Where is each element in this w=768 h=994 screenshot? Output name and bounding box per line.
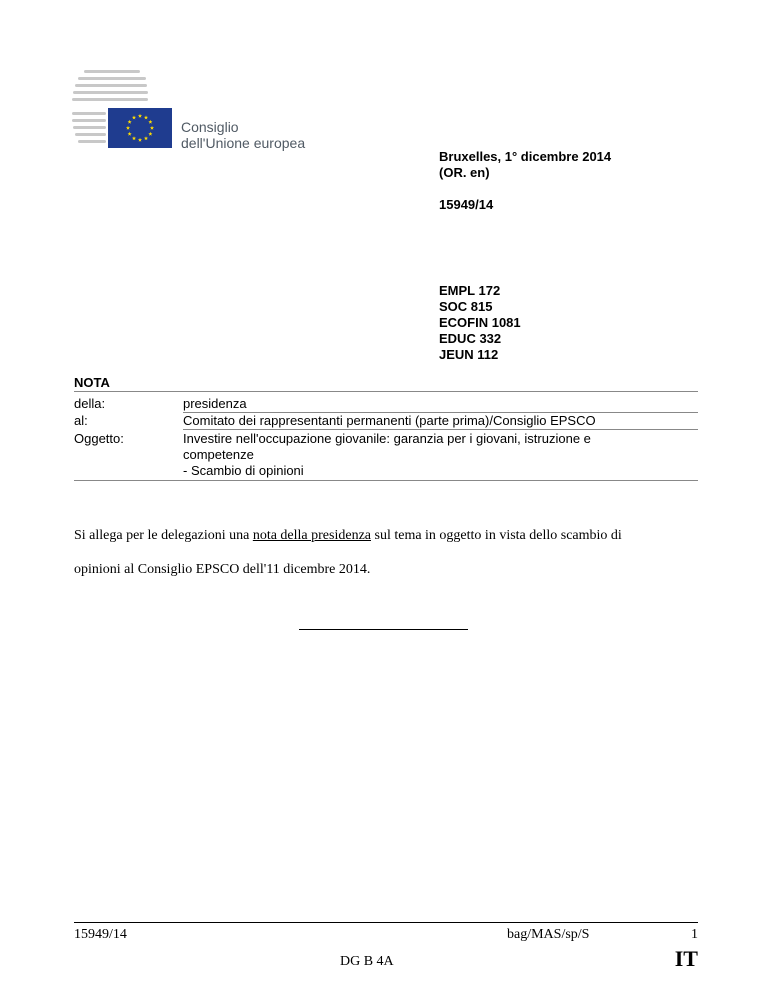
logo-stripe — [84, 70, 140, 73]
divider — [74, 391, 698, 392]
footer-divider — [74, 922, 698, 923]
interinstitutional-codes — [439, 283, 521, 363]
star-icon — [126, 126, 130, 130]
footer-reference: bag/MAS/sp/S — [507, 927, 590, 942]
to-value: Comitato dei rappresentanti permanenti (parte prima)/Consiglio EPSCO — [183, 413, 596, 428]
body-text-end: sul tema in oggetto in vista dello scambio di — [371, 528, 622, 543]
subject-line3: - Scambio di opinioni — [183, 463, 304, 478]
code-item: JEUN 112 — [439, 347, 499, 362]
divider — [74, 480, 698, 481]
from-label: della: — [74, 396, 106, 411]
body-text-line2: opinioni al Consiglio EPSCO dell'11 dicembre 2014. — [74, 562, 371, 577]
star-icon — [132, 115, 136, 119]
code-item: EMPL 172 — [439, 283, 501, 298]
council-name-line1: Consiglio — [181, 119, 239, 135]
subject-line1: Investire nell'occupazione giovanile: garanzia per i giovani, istruzione e — [183, 431, 591, 446]
logo-stripe — [72, 119, 106, 122]
body-text-start: Si allega per le delegazioni una — [74, 528, 253, 543]
logo-stripe — [72, 98, 148, 101]
star-icon — [128, 132, 132, 136]
logo-stripe — [72, 112, 106, 115]
star-icon — [148, 120, 152, 124]
footer-document-number: 15949/14 — [74, 927, 127, 942]
footer-language: IT — [674, 946, 698, 971]
code-item: SOC 815 — [439, 299, 493, 314]
star-icon — [144, 136, 148, 140]
footer-directorate: DG B 4A — [340, 954, 394, 969]
star-icon — [144, 115, 148, 119]
logo-stripe — [75, 84, 147, 87]
logo-stripe — [75, 133, 106, 136]
to-label: al: — [74, 413, 88, 428]
logo-stripe — [78, 77, 146, 80]
star-icon — [138, 138, 142, 142]
note-title: NOTA — [74, 375, 110, 390]
subject-line2: competenze — [183, 447, 254, 462]
page-number: 1 — [691, 927, 698, 942]
original-language: (OR. en) — [439, 165, 490, 180]
place-date: Bruxelles, 1° dicembre 2014 — [439, 149, 612, 164]
star-icon — [128, 120, 132, 124]
from-value: presidenza — [183, 396, 247, 411]
document-number: 15949/14 — [439, 197, 494, 212]
logo-stripe — [73, 91, 148, 94]
eu-flag-icon — [108, 108, 172, 148]
presidency-note-link: nota della presidenza — [252, 528, 371, 543]
star-icon — [148, 132, 152, 136]
code-item: EDUC 332 — [439, 331, 502, 346]
end-divider — [299, 629, 468, 630]
council-name — [181, 119, 305, 151]
council-name-line2: dell'Unione europea — [181, 135, 306, 151]
star-icon — [138, 114, 142, 118]
star-icon — [150, 126, 154, 130]
logo-stripe — [78, 140, 106, 143]
logo-stripe — [73, 126, 106, 129]
star-icon — [132, 136, 136, 140]
subject-label: Oggetto: — [74, 431, 124, 446]
council-logo — [70, 68, 340, 152]
code-item: ECOFIN 1081 — [439, 315, 521, 330]
divider — [183, 429, 698, 430]
body-paragraph — [74, 519, 698, 587]
